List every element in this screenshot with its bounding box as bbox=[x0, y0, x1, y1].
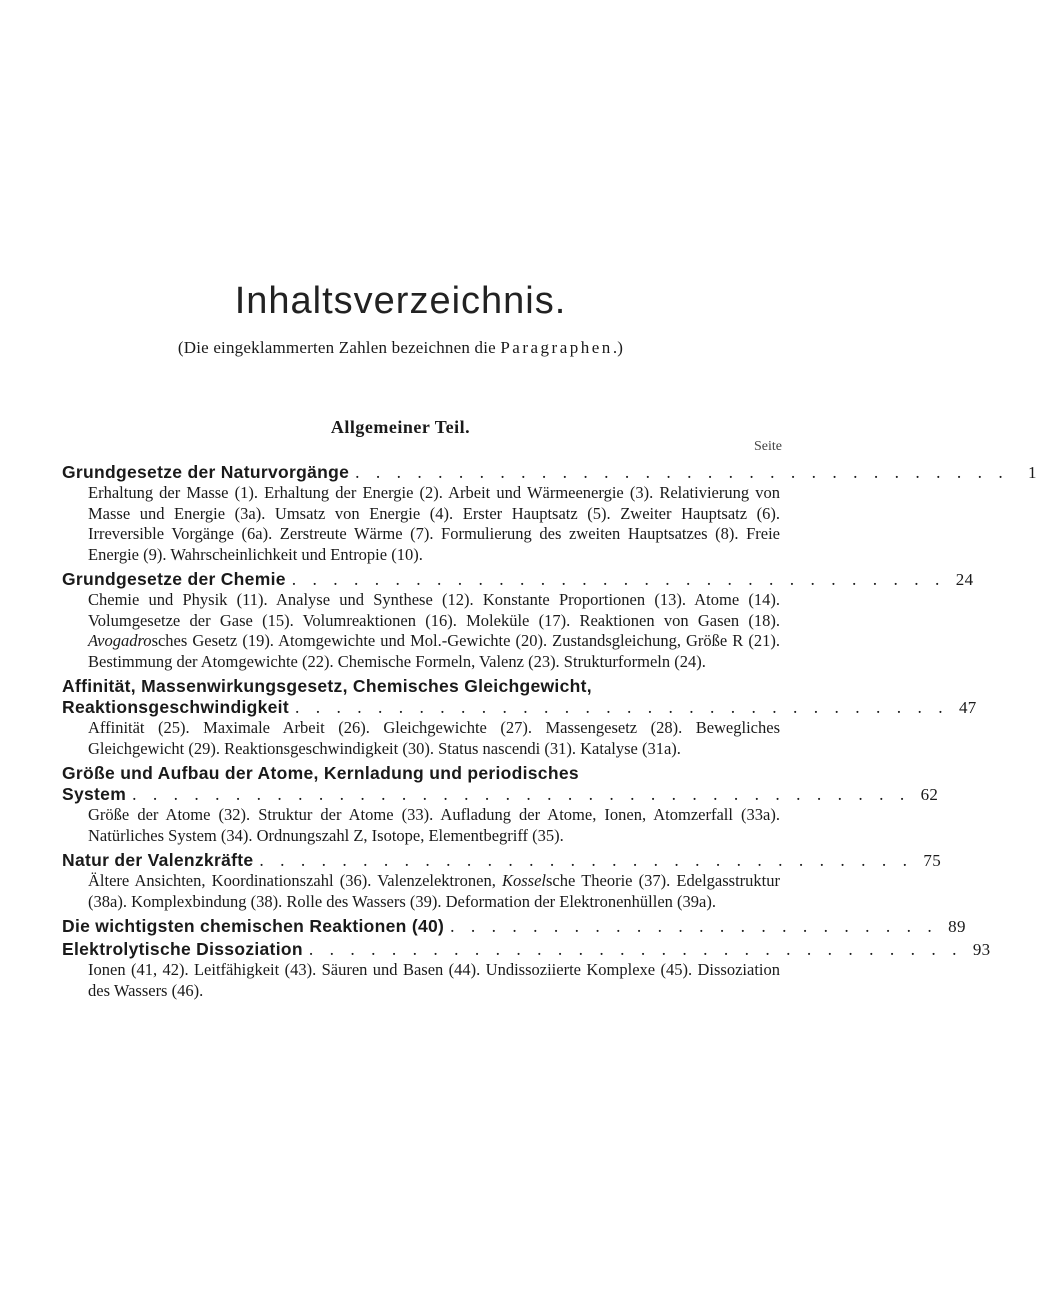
entry-title: Elektrolytische Dissoziation bbox=[62, 939, 303, 959]
entry-page-number: 89 bbox=[948, 917, 966, 936]
entry-description: Affinität (25). Maximale Arbeit (26). Gleichgewichte (27). Massengesetz (28). Bewegliches Gleichgewicht (29). Reaktionsgeschwindigkeit (30). Status nascendi (31). Katalyse (31a). bbox=[88, 718, 780, 758]
dot-leader: . . . . . . . . . . . . . . . . . . . . . . . . . . . . . . . . bbox=[308, 939, 963, 959]
entry-page-number: 93 bbox=[972, 940, 991, 959]
dot-leader: . . . . . . . . . . . . . . . . . . . . . . . . . . . . . . . . bbox=[259, 850, 914, 870]
page-column-label: Seite bbox=[754, 439, 782, 454]
dot-leader: . . . . . . . . . . . . . . . . . . . . . . . . bbox=[450, 916, 938, 936]
entry-description bbox=[88, 871, 780, 912]
toc-entry bbox=[62, 676, 977, 759]
toc-entry bbox=[62, 850, 942, 912]
toc-entry bbox=[62, 569, 974, 672]
page-title: Inhaltsverzeichnis. bbox=[234, 280, 567, 322]
toc-entry-heading[interactable] bbox=[62, 697, 977, 718]
entry-title: System bbox=[62, 784, 127, 804]
toc-entry-heading[interactable] bbox=[62, 850, 942, 871]
entry-description-italic: Avogadro bbox=[88, 631, 152, 650]
entry-title-line1[interactable]: Größe und Aufbau der Atome, Kernladung und periodisches bbox=[62, 763, 579, 783]
dot-leader: . . . . . . . . . . . . . . . . . . . . . . . . . . . . . . . . bbox=[291, 569, 946, 589]
entry-page-number: 24 bbox=[955, 570, 974, 589]
entry-description-end: sche Theorie (37). Edelgasstruktur (38a). Komplexbindung (38). Rolle des Wassers (39). Deformation der Elektronenhüllen (39a). bbox=[88, 871, 780, 911]
toc-entry bbox=[62, 916, 966, 937]
entry-description-start: Chemie und Physik (11). Analyse und Synthese (12). Konstante Proportionen (13). Atome (14). Volumgesetze der Gase (15). Volumreaktionen (16). Moleküle (17). Reaktionen von Gasen (18). bbox=[88, 590, 780, 630]
entry-page-number: 75 bbox=[923, 851, 942, 870]
entry-page-number: 62 bbox=[920, 785, 939, 804]
entry-page-number: 47 bbox=[959, 698, 977, 717]
entry-description: Erhaltung der Masse (1). Erhaltung der Energie (2). Arbeit und Wärmeenergie (3). Relativierung von Masse und Energie (3a). Umsatz von Energie (4). Erster Hauptsatz (5). Zweiter Hauptsatz (6). Irreversible Vorgänge (6a). Zerstreute Wärme (7). Formulierung des zweiten Hauptsatzes (8). Freie Energie (9). Wahrscheinlichkeit und Entropie (10). bbox=[88, 483, 780, 564]
entry-title: Reaktionsgeschwindigkeit bbox=[62, 697, 289, 717]
toc-entry-heading[interactable] bbox=[62, 939, 991, 960]
entry-title: Grundgesetze der Naturvorgänge bbox=[62, 462, 350, 482]
dot-leader: . . . . . . . . . . . . . . . . . . . . . . . . . . . . . . . . bbox=[355, 462, 1009, 482]
entry-description-start: Ältere Ansichten, Koordinationszahl (36). Valenzelektronen, bbox=[88, 871, 502, 890]
entry-description-end: sches Gesetz (19). Atomgewichte und Mol.-Gewichte (20). Zustandsgleichung, Größe R (21). Bestimmung der Atomgewichte (22). Chemische Formeln, Valenz (23). Strukturformeln (24). bbox=[88, 631, 780, 671]
subtitle-text-start: (Die eingeklammerten Zahlen bezeichnen die bbox=[177, 338, 501, 357]
entry-description bbox=[88, 590, 780, 672]
dot-leader: . . . . . . . . . . . . . . . . . . . . . . . . . . . . . . . . bbox=[294, 697, 949, 717]
toc-entry-heading[interactable] bbox=[62, 916, 966, 937]
entry-title: Natur der Valenzkräfte bbox=[62, 850, 254, 870]
toc-entry bbox=[62, 462, 1037, 565]
toc-entry bbox=[62, 939, 991, 1001]
toc-entry-heading[interactable] bbox=[62, 462, 1037, 483]
entry-title-line1[interactable]: Affinität, Massenwirkungsgesetz, Chemisches Gleichgewicht, bbox=[62, 676, 592, 696]
dot-leader: . . . . . . . . . . . . . . . . . . . . . . . . . . . . . . . . . . . . . . bbox=[132, 784, 911, 804]
table-of-contents bbox=[62, 462, 1037, 1005]
toc-entry-heading[interactable] bbox=[62, 569, 974, 590]
entry-title: Grundgesetze der Chemie bbox=[62, 569, 286, 589]
subtitle-spaced-word: Paragraphen bbox=[500, 338, 613, 357]
toc-entry bbox=[62, 763, 939, 846]
entry-description: Ionen (41, 42). Leitfähigkeit (43). Säuren und Basen (44). Undissoziierte Komplexe (45). Dissoziation des Wassers (46). bbox=[88, 960, 780, 1000]
subtitle-text-end: .) bbox=[612, 338, 624, 357]
part-heading: Allgemeiner Teil. bbox=[330, 417, 471, 437]
entry-description: Größe der Atome (32). Struktur der Atome (33). Aufladung der Atome, Ionen, Atomzerfall (33a). Natürliches System (34). Ordnungszahl Z, Isotope, Elementbegriff (35). bbox=[88, 805, 780, 845]
toc-entry-heading[interactable] bbox=[62, 784, 939, 805]
entry-title: Die wichtigsten chemischen Reaktionen (40) bbox=[62, 916, 445, 936]
entry-description-italic: Kossel bbox=[502, 871, 547, 890]
entry-page-number: 1 bbox=[1027, 463, 1037, 482]
page-subtitle bbox=[0, 338, 801, 358]
